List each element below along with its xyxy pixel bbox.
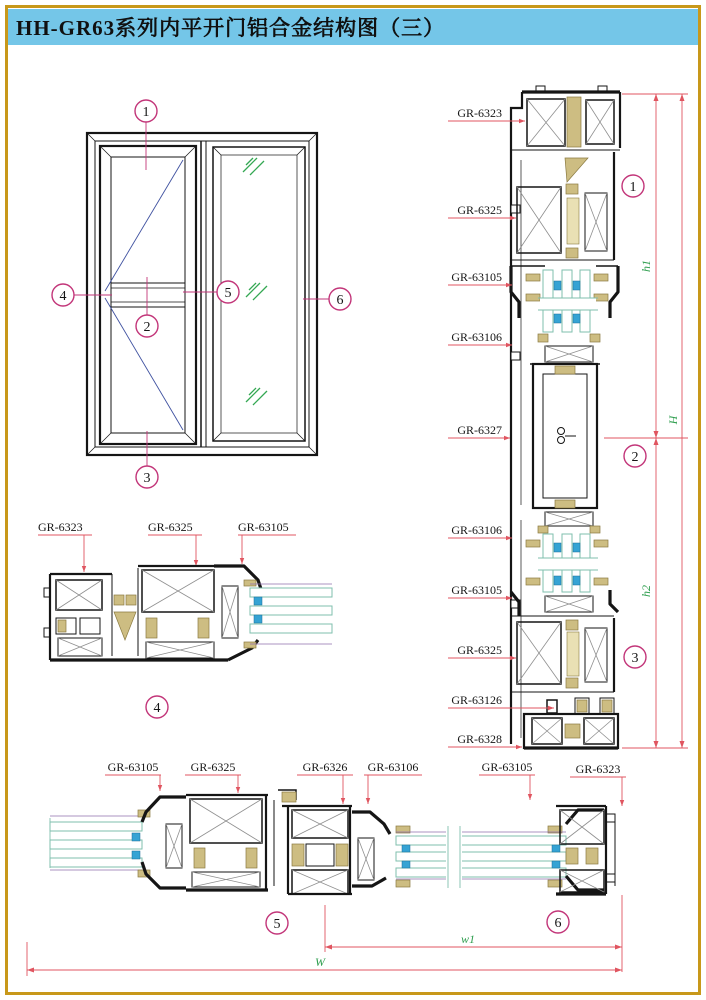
profile-label: GR-6326 <box>302 760 348 774</box>
svg-text:5: 5 <box>224 286 232 301</box>
profile-label: GR-63126 <box>451 693 502 707</box>
opening-diagonal-upper <box>105 160 183 291</box>
dim-h2: h2 <box>639 585 653 597</box>
balloon-1 <box>135 100 157 122</box>
profile-label: GR-6327 <box>457 423 502 437</box>
balloon-6-section <box>547 911 569 933</box>
dim-h1: h1 <box>639 260 653 272</box>
bottom-labels <box>108 760 621 776</box>
profile-label: GR-6323 <box>457 106 502 120</box>
svg-text:5: 5 <box>273 917 281 932</box>
profile-label: GR-6328 <box>457 732 502 746</box>
svg-text:4: 4 <box>153 701 161 716</box>
profile-label: GR-6325 <box>457 643 502 657</box>
profile-label: GR-63105 <box>451 583 502 597</box>
dim-H: H <box>666 415 680 425</box>
balloon-3 <box>136 466 158 488</box>
profile-label: GR-6325 <box>148 520 193 534</box>
dim-w1: w1 <box>460 932 476 946</box>
balloon-4 <box>52 284 74 306</box>
balloon-5-section <box>266 912 288 934</box>
profile-label: GR-6323 <box>575 762 621 776</box>
svg-text:4: 4 <box>59 289 67 304</box>
vertical-dimensions <box>604 94 688 748</box>
balloon-2 <box>136 315 158 337</box>
balloon-3-section <box>624 646 646 668</box>
dim-W: W <box>315 955 325 969</box>
svg-text:2: 2 <box>143 320 151 335</box>
balloon-4-section <box>146 696 168 718</box>
vertical-section-view <box>448 86 688 749</box>
balloon-6 <box>329 288 351 310</box>
detail4-section-view <box>38 520 332 718</box>
svg-text:1: 1 <box>142 105 150 120</box>
detail4-labels <box>38 520 289 534</box>
profile-label: GR-63105 <box>481 760 533 774</box>
bottom-section-view <box>27 760 626 976</box>
svg-text:3: 3 <box>143 471 151 486</box>
balloon-5 <box>217 281 239 303</box>
horizontal-dimensions <box>27 895 622 976</box>
profile-label: GR-6325 <box>190 760 236 774</box>
bottom-label-leaders <box>105 775 626 806</box>
glass-hatch-marks <box>243 158 267 405</box>
profile-label: GR-63105 <box>451 270 502 284</box>
svg-text:3: 3 <box>631 651 639 666</box>
profile-label: GR-6325 <box>457 203 502 217</box>
svg-text:6: 6 <box>336 293 344 308</box>
page-title: HH-GR63系列内平开门铝合金结构图（三） <box>16 16 446 40</box>
elevation-view <box>52 100 351 488</box>
section-labels <box>451 106 502 746</box>
profile-label: GR-63105 <box>238 520 289 534</box>
profile-label: GR-63106 <box>451 523 502 537</box>
svg-text:1: 1 <box>629 180 637 195</box>
profile-label: GR-63106 <box>451 330 502 344</box>
profile-label: GR-63105 <box>107 760 159 774</box>
profile-label: GR-6323 <box>38 520 83 534</box>
svg-text:6: 6 <box>554 916 562 931</box>
profile-label: GR-63106 <box>367 760 419 774</box>
balloon-1-section <box>622 175 644 197</box>
svg-text:2: 2 <box>631 450 639 465</box>
balloon-2-section <box>624 445 646 467</box>
